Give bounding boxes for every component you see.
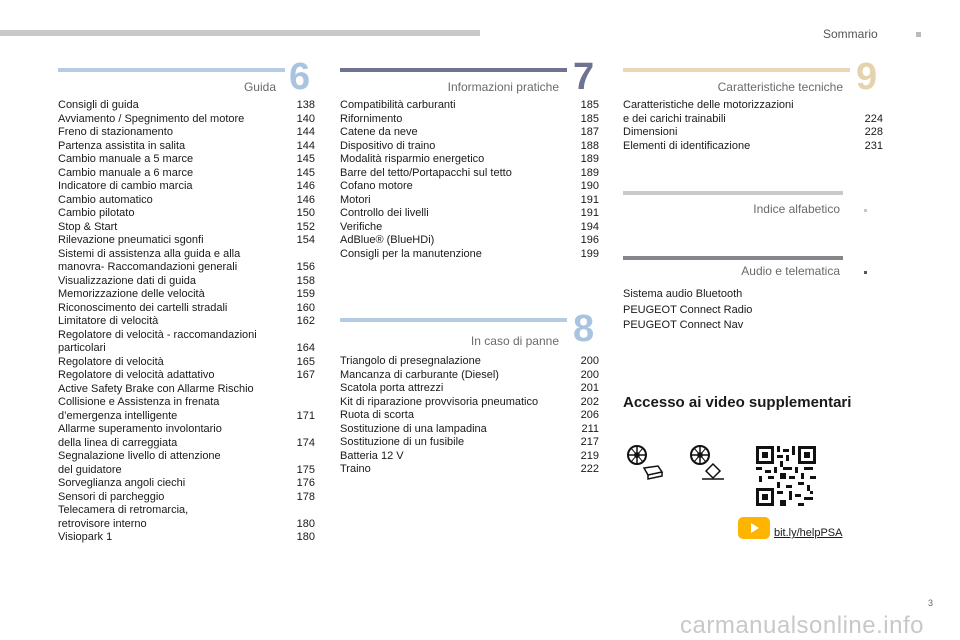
- toc-entry-page: 164: [296, 342, 315, 354]
- toc-entry-page: 189: [580, 153, 599, 165]
- section-number-6: 6: [289, 56, 311, 98]
- toc-entry-label: Controllo dei livelli: [340, 207, 429, 219]
- toc-entry[interactable]: [340, 396, 599, 410]
- toc-entry-page: 144: [296, 126, 315, 138]
- toc-entry-label: Regolatore di velocità adattativo: [58, 369, 215, 381]
- toc-entry-label: Partenza assistita in salita: [58, 139, 186, 152]
- audio-bar: [623, 256, 843, 260]
- toc-entry-page: 185: [580, 112, 599, 125]
- toc-entry-page: 189: [580, 166, 599, 179]
- toc-entry[interactable]: [58, 153, 315, 167]
- toc-entry[interactable]: [58, 329, 315, 356]
- panne-bar: [340, 318, 567, 322]
- toc-entry-page: 174: [296, 436, 315, 449]
- toc-entry-label: Visiopark 1: [58, 531, 113, 543]
- toc-entry-label: Caratteristiche delle motorizzazioni e dei carichi trainabili: [623, 99, 794, 125]
- toc-entry-page: 206: [580, 409, 599, 421]
- indice-title: Indice alfabetico: [753, 202, 840, 216]
- header-bar: [0, 30, 480, 36]
- toc-entry-page: 202: [580, 395, 599, 408]
- toc-entry[interactable]: [340, 207, 599, 221]
- info-list: [340, 99, 599, 261]
- toc-entry-label: Cambio manuale a 5 marce: [58, 153, 194, 165]
- toc-entry[interactable]: [58, 369, 315, 383]
- toc-entry-label: Sorveglianza angoli ciechi: [58, 477, 186, 489]
- qr-code: [756, 446, 816, 506]
- header-marker: [916, 32, 921, 37]
- toc-entry-page: 146: [296, 180, 315, 192]
- toc-entry-page: 146: [296, 193, 315, 206]
- tech-title: Caratteristiche tecniche: [717, 80, 843, 94]
- toc-entry-page: 159: [296, 288, 315, 300]
- toc-entry-label: Rifornimento: [340, 112, 403, 125]
- section-number-9: 9: [856, 56, 878, 98]
- indice-bar: [623, 191, 843, 195]
- toc-entry[interactable]: [623, 99, 883, 126]
- toc-entry-page: 201: [580, 382, 599, 394]
- toc-entry[interactable]: [58, 383, 315, 424]
- toc-entry-page: 190: [580, 180, 599, 192]
- toc-entry[interactable]: [623, 126, 883, 140]
- toc-entry[interactable]: [340, 194, 599, 208]
- toc-entry-label: Regolatore di velocità: [58, 355, 164, 368]
- toc-entry[interactable]: [58, 207, 315, 221]
- toc-entry-label: Segnalazione livello di attenzione del guidatore: [58, 450, 221, 476]
- toc-entry[interactable]: [58, 504, 315, 531]
- toc-entry-label: Compatibilità carburanti: [340, 99, 456, 111]
- toc-entry[interactable]: [340, 126, 599, 140]
- toc-entry-page: 219: [580, 449, 599, 462]
- toc-entry[interactable]: [340, 369, 599, 383]
- toc-entry-label: AdBlue® (BlueHDi): [340, 234, 435, 246]
- info-title: Informazioni pratiche: [447, 80, 559, 94]
- toc-entry[interactable]: [340, 436, 599, 450]
- toc-entry[interactable]: [58, 221, 315, 235]
- toc-entry[interactable]: [340, 113, 599, 127]
- toc-entry-page: 191: [580, 207, 599, 219]
- toc-entry-label: Telecamera di retromarcia, retrovisore interno: [58, 504, 189, 530]
- toc-entry-page: 144: [296, 139, 315, 152]
- toc-entry-label: Cofano motore: [340, 180, 413, 192]
- audio-marker: [864, 271, 867, 274]
- guida-title: Guida: [243, 80, 276, 94]
- toc-entry[interactable]: [58, 167, 315, 181]
- toc-entry-label: Memorizzazione delle velocità: [58, 288, 205, 300]
- toc-entry[interactable]: [623, 140, 883, 154]
- toc-entry-label: Mancanza di carburante (Diesel): [340, 368, 499, 381]
- toc-entry-page: 217: [580, 436, 599, 448]
- toc-entry-label: Consigli per la manutenzione: [340, 247, 482, 260]
- youtube-icon[interactable]: [738, 517, 770, 539]
- toc-entry-page: 187: [580, 126, 599, 138]
- toc-entry-page: 171: [296, 409, 315, 422]
- toc-entry[interactable]: [58, 194, 315, 208]
- toc-entry[interactable]: [340, 450, 599, 464]
- toc-entry[interactable]: [58, 126, 315, 140]
- toc-entry-page: 231: [864, 139, 883, 152]
- toc-entry-label: Triangolo di presegnalazione: [340, 355, 481, 367]
- toc-entry[interactable]: [58, 477, 315, 491]
- video-link[interactable]: bit.ly/helpPSA: [774, 527, 843, 539]
- toc-entry-label: Sistemi di assistenza alla guida e alla manovra- Raccomandazioni generali: [58, 247, 241, 273]
- toc-entry-page: 156: [296, 261, 315, 273]
- wheel-jack-icon: [688, 443, 728, 481]
- info-bar: [340, 68, 567, 72]
- toc-entry[interactable]: [340, 167, 599, 181]
- toc-entry-label: Rilevazione pneumatici sgonfi: [58, 234, 204, 246]
- toc-entry[interactable]: [58, 248, 315, 275]
- tech-list: [623, 99, 883, 153]
- toc-entry-page: 162: [296, 315, 315, 327]
- audio-entry[interactable]: PEUGEOT Connect Radio: [623, 303, 753, 316]
- audio-entry[interactable]: PEUGEOT Connect Nav: [623, 319, 744, 331]
- toc-entry-page: 145: [296, 153, 315, 165]
- toc-entry-page: 194: [580, 220, 599, 233]
- guida-bar: [58, 68, 285, 72]
- toc-entry[interactable]: [58, 140, 315, 154]
- page-number: 3: [928, 598, 934, 608]
- toc-entry[interactable]: [58, 531, 315, 545]
- toc-entry-label: Sostituzione di una lampadina: [340, 422, 487, 435]
- toc-entry-page: 140: [296, 112, 315, 125]
- toc-entry-label: Elementi di identificazione: [623, 139, 751, 152]
- toc-entry[interactable]: [340, 248, 599, 262]
- toc-entry-page: 145: [296, 166, 315, 179]
- toc-entry-page: 176: [296, 477, 315, 489]
- toc-entry-label: Kit di riparazione provvisoria pneumatico: [340, 395, 539, 408]
- toc-entry[interactable]: [58, 113, 315, 127]
- toc-entry-page: 211: [581, 422, 599, 435]
- toc-entry-page: 180: [296, 517, 315, 530]
- toc-entry-page: 200: [580, 355, 599, 367]
- sommario-link[interactable]: Sommario: [823, 27, 878, 41]
- toc-entry[interactable]: [340, 234, 599, 248]
- toc-entry-label: Modalità risparmio energetico: [340, 153, 485, 165]
- toc-entry-page: 150: [296, 207, 315, 219]
- toc-entry-page: 200: [580, 368, 599, 381]
- toc-entry-label: Riconoscimento dei cartelli stradali: [58, 301, 228, 314]
- toc-entry-label: Stop & Start: [58, 220, 118, 233]
- toc-entry[interactable]: [58, 450, 315, 477]
- indice-marker: [864, 209, 867, 212]
- toc-entry-label: Cambio pilotato: [58, 207, 135, 219]
- toc-entry[interactable]: [340, 180, 599, 194]
- toc-entry-page: 188: [580, 139, 599, 152]
- toc-entry-label: Verifiche: [340, 220, 383, 233]
- toc-entry-page: 196: [580, 234, 599, 246]
- watermark: carmanualsonline.info: [680, 612, 924, 639]
- toc-entry-label: Regolatore di velocità - raccomandazioni particolari: [58, 328, 257, 354]
- toc-entry-label: Sostituzione di un fusibile: [340, 436, 465, 448]
- toc-entry[interactable]: [58, 99, 315, 113]
- toc-entry[interactable]: [58, 180, 315, 194]
- toc-entry[interactable]: [58, 491, 315, 505]
- toc-entry-label: Allarme superamento involontario della linea di carreggiata: [58, 423, 222, 449]
- toc-entry[interactable]: [58, 234, 315, 248]
- toc-entry-page: 167: [296, 369, 315, 381]
- toc-entry[interactable]: [340, 463, 599, 477]
- toc-entry-page: 222: [580, 463, 599, 475]
- toc-entry[interactable]: [58, 275, 315, 289]
- toc-entry-label: Active Safety Brake con Allarme Rischio Collisione e Assistenza in frenata d’emergenza intelligente: [58, 382, 254, 422]
- toc-entry-label: Batteria 12 V: [340, 449, 404, 462]
- toc-entry-page: 175: [296, 463, 315, 476]
- toc-entry[interactable]: [340, 382, 599, 396]
- toc-entry-label: Cambio manuale a 6 marce: [58, 166, 194, 179]
- toc-entry-label: Traino: [340, 463, 371, 475]
- toc-entry-label: Motori: [340, 193, 371, 206]
- audio-title: Audio e telematica: [741, 264, 840, 278]
- toc-entry-page: 160: [296, 301, 315, 314]
- toc-entry[interactable]: [58, 315, 315, 329]
- toc-entry-label: Visualizzazione dati di guida: [58, 274, 196, 287]
- toc-entry[interactable]: [340, 99, 599, 113]
- toc-entry-label: Indicatore di cambio marcia: [58, 180, 193, 192]
- audio-list: [623, 287, 843, 334]
- toc-entry[interactable]: [58, 423, 315, 450]
- toc-entry[interactable]: [340, 423, 599, 437]
- audio-entry[interactable]: Sistema audio Bluetooth: [623, 288, 743, 300]
- panne-title: In caso di panne: [470, 334, 559, 348]
- section-number-7: 7: [573, 56, 595, 98]
- toc-entry[interactable]: [58, 356, 315, 370]
- toc-entry-label: Scatola porta attrezzi: [340, 382, 444, 394]
- toc-entry-label: Sensori di parcheggio: [58, 490, 165, 503]
- toc-entry-label: Catene da neve: [340, 126, 418, 138]
- toc-entry-page: 185: [580, 99, 599, 111]
- toc-entry[interactable]: [58, 302, 315, 316]
- toc-entry-page: 224: [864, 112, 883, 125]
- toc-entry-label: Avviamento / Spegnimento del motore: [58, 112, 245, 125]
- toc-entry-label: Consigli di guida: [58, 99, 139, 111]
- toc-entry[interactable]: [340, 140, 599, 154]
- toc-entry-label: Dispositivo di traino: [340, 139, 436, 152]
- toc-entry-label: Limitatore di velocità: [58, 315, 159, 327]
- toc-entry[interactable]: [340, 409, 599, 423]
- toc-entry-label: Dimensioni: [623, 126, 678, 138]
- toc-entry-label: Ruota di scorta: [340, 409, 414, 421]
- toc-entry-page: 165: [296, 355, 315, 368]
- toc-entry-page: 138: [296, 99, 315, 111]
- toc-entry[interactable]: [340, 221, 599, 235]
- toc-entry-page: 152: [296, 220, 315, 233]
- toc-entry-label: Cambio automatico: [58, 193, 153, 206]
- toc-entry-label: Freno di stazionamento: [58, 126, 173, 138]
- toc-entry-page: 158: [296, 274, 315, 287]
- toc-entry-page: 191: [580, 193, 599, 206]
- toc-entry-page: 154: [296, 234, 315, 246]
- toc-entry-page: 180: [296, 531, 315, 543]
- toc-entry[interactable]: [58, 288, 315, 302]
- toc-entry[interactable]: [340, 355, 599, 369]
- section-number-8: 8: [573, 308, 595, 350]
- toc-entry-page: 178: [296, 490, 315, 503]
- toc-entry-page: 228: [864, 126, 883, 138]
- panne-list: [340, 355, 599, 477]
- video-title: Accesso ai video supplementari: [623, 394, 852, 411]
- tech-bar: [623, 68, 850, 72]
- toc-entry-label: Barre del tetto/Portapacchi sul tetto: [340, 166, 512, 179]
- wheel-box-icon: [625, 443, 665, 481]
- toc-entry-page: 199: [580, 247, 599, 260]
- guida-list: [58, 99, 315, 545]
- toc-entry[interactable]: [340, 153, 599, 167]
